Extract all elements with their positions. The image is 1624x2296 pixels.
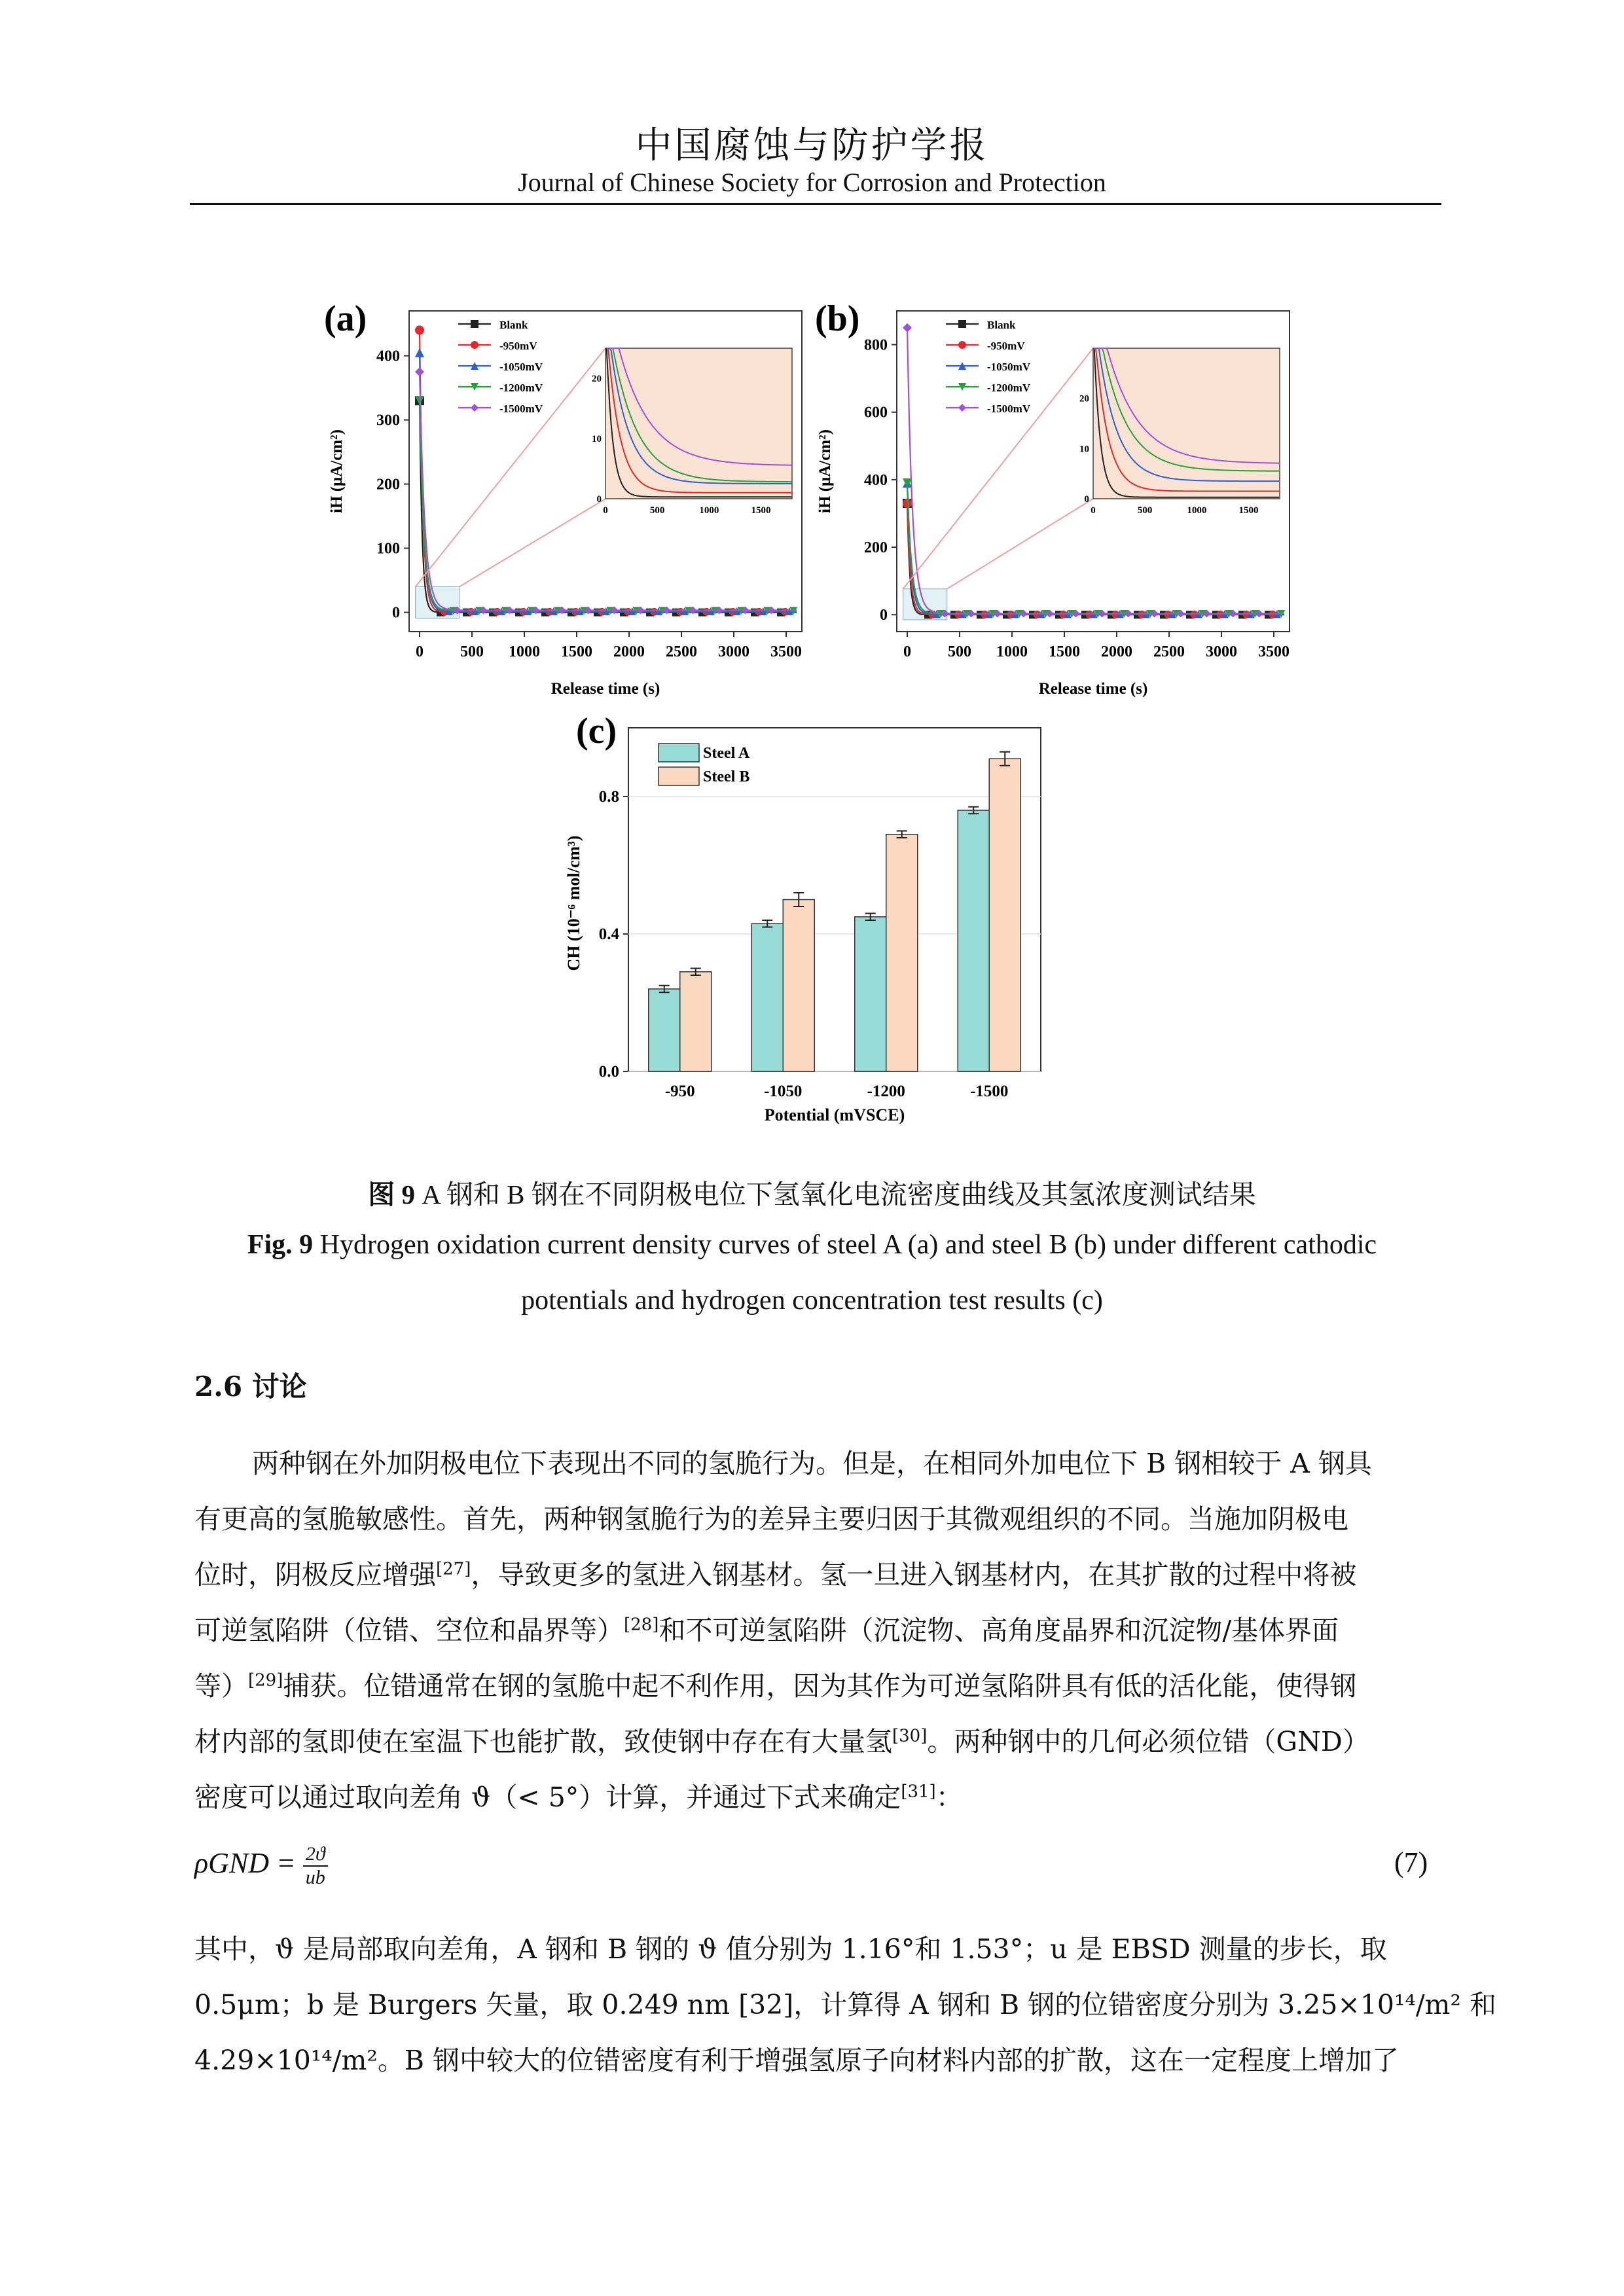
inset-y-tick-label: 0	[596, 494, 602, 505]
legend-marker	[471, 404, 478, 412]
equation-fraction	[303, 1843, 328, 1889]
legend-label: Steel A	[703, 745, 750, 762]
panel-c-label: (c)	[576, 711, 617, 751]
bar	[989, 759, 1020, 1071]
legend-label: -1500mV	[987, 403, 1031, 415]
inset-y-tick-label: 20	[592, 374, 602, 384]
panel-b-ylabel: iH (μA/cm²)	[816, 429, 834, 513]
body-line-4a: 可逆氢陷阱（位错、空位和晶界等）	[194, 1615, 624, 1646]
x-tick-label: 3500	[1258, 643, 1290, 660]
bar	[680, 972, 712, 1071]
panel-b	[815, 298, 1290, 698]
legend-marker	[471, 341, 478, 349]
x-tick-label: 500	[460, 643, 484, 660]
body-line-3a: 位时，阴极反应增强	[194, 1559, 436, 1590]
y-tick-label: 300	[376, 412, 400, 429]
body-line-3b: ，导致更多的氢进入钢基材。氢一旦进入钢基材内，在其扩散的过程中将被	[471, 1559, 1357, 1590]
legend-marker	[471, 320, 478, 328]
y-tick-label: 0.8	[598, 788, 619, 806]
body-line-5b: 捕获。位错通常在钢的氢脆中起不利作用，因为其作为可逆氢陷阱具有低的活化能，使得钢	[283, 1670, 1357, 1702]
y-tick-label: 200	[864, 539, 888, 557]
y-tick-label: 0.4	[598, 925, 619, 943]
legend-label: Blank	[987, 319, 1016, 331]
bar	[855, 917, 886, 1071]
legend-label: -1200mV	[499, 382, 543, 394]
panel-a-xlabel: Release time (s)	[550, 680, 660, 698]
caption-cn-text: A 钢和 B 钢在不同阴极电位下氢氧化电流密度曲线及其氢浓度测试结果	[422, 1179, 1256, 1210]
x-tick-label: 1000	[509, 643, 540, 660]
y-tick-label: 0	[392, 604, 400, 622]
inset-x-tick-label: 1000	[1187, 505, 1207, 516]
body-line-5a: 等）	[194, 1670, 248, 1702]
bar	[783, 900, 814, 1072]
x-tick-label: 2000	[1101, 643, 1132, 660]
panel-a-label: (a)	[324, 298, 367, 339]
legend-label: -950mV	[987, 340, 1025, 352]
equation-lhs: ρGND =	[194, 1847, 296, 1880]
legend-label: Steel B	[703, 768, 750, 785]
legend-label: -1050mV	[499, 361, 543, 373]
series-line	[907, 503, 1284, 615]
legend-label: Blank	[499, 319, 528, 331]
x-tick-label: 2500	[666, 643, 697, 660]
x-tick-label: -950	[664, 1083, 695, 1100]
legend-label: -1200mV	[987, 382, 1031, 394]
body-line-7a: 密度可以通过取向差角 ϑ（< 5°）计算，并通过下式来确定	[194, 1782, 901, 1813]
x-tick-label: 3000	[718, 643, 749, 660]
bar	[751, 924, 783, 1071]
panel-b-label: (b)	[815, 298, 860, 339]
legend-label: -1500mV	[499, 403, 543, 415]
y-tick-label: 0.0	[598, 1063, 619, 1081]
body-line-8: 其中，ϑ 是局部取向差角，A 钢和 B 钢的 ϑ 值分别为 1.16°和 1.53°；u 是 EBSD 测量的步长，取	[194, 1933, 1387, 1965]
inset-frame	[1093, 348, 1280, 499]
body-line-5	[194, 1664, 1432, 1703]
x-tick-label: -1200	[867, 1083, 905, 1100]
legend-label: -950mV	[499, 340, 537, 352]
journal-title-en: Journal of Chinese Society for Corrosion and Protection	[518, 168, 1106, 197]
x-tick-label: 500	[948, 643, 971, 660]
y-tick-label: 400	[376, 348, 400, 365]
x-tick-label: 3500	[770, 643, 802, 660]
citation-31[interactable]: [31]	[901, 1782, 936, 1802]
body-line-7b: ：	[935, 1782, 963, 1813]
body-line-7	[194, 1776, 1432, 1814]
series-peak-marker	[415, 348, 424, 357]
legend-swatch	[659, 767, 699, 785]
series-peak-marker	[415, 367, 424, 376]
figure-caption-en-line2: potentials and hydrogen concentration test results (c)	[521, 1285, 1103, 1316]
body-line-4	[194, 1609, 1432, 1647]
panel-a	[324, 298, 802, 698]
zoom-connector	[947, 499, 1093, 589]
x-tick-label: -1050	[764, 1083, 803, 1100]
inset-x-tick-label: 500	[1137, 505, 1153, 516]
figure-caption-cn	[0, 1173, 1624, 1211]
series-line	[907, 483, 1284, 614]
section-heading: 2.6 讨论	[194, 1371, 307, 1403]
citation-30[interactable]: [30]	[892, 1726, 928, 1746]
y-tick-label: 800	[864, 336, 888, 354]
equation-7	[194, 1843, 328, 1889]
zoom-connector	[460, 499, 605, 586]
body-line-1: 两种钢在外加阴极电位下表现出不同的氢脆行为。但是，在相同外加电位下 B 钢相较于 A 钢具	[252, 1448, 1372, 1479]
bar	[649, 989, 680, 1071]
x-tick-label: 0	[416, 643, 424, 660]
y-tick-label: 100	[376, 540, 400, 558]
citation-29[interactable]: [29]	[248, 1670, 283, 1691]
panel-c-ylabel: CH (10⁻⁶ mol/cm³)	[564, 835, 583, 971]
body-line-6	[194, 1720, 1432, 1759]
equation-numerator: 2ϑ	[303, 1843, 328, 1867]
bar	[886, 834, 918, 1071]
body-line-9: 0.5μm；b 是 Burgers 矢量，取 0.249 nm [32]，计算得 A 钢和 B 钢的位错密度分别为 3.25×10¹⁴/m² 和	[194, 1989, 1497, 2020]
equation-number: (7)	[1394, 1846, 1428, 1878]
body-line-6a: 材内部的氢即使在室温下也能扩散，致使钢中存在有大量氢	[194, 1726, 892, 1757]
x-tick-label: 1500	[561, 643, 592, 660]
series-peak-marker	[415, 325, 424, 334]
x-tick-label: 1500	[1049, 643, 1080, 660]
y-tick-label: 200	[376, 476, 400, 493]
inset-x-tick-label: 1500	[1238, 505, 1259, 516]
x-tick-label: 1000	[996, 643, 1028, 660]
body-line-6b: 。两种钢中的几何必须位错（GND）	[927, 1726, 1369, 1757]
inset-y-tick-label: 10	[1079, 444, 1089, 455]
panel-a-ylabel: iH (μA/cm²)	[328, 429, 346, 513]
series-peak-marker	[903, 323, 912, 332]
series-line	[907, 483, 1284, 614]
equation-denominator: ub	[305, 1867, 325, 1888]
body-line-3	[194, 1553, 1432, 1592]
x-tick-label: 0	[903, 643, 911, 660]
citation-27[interactable]: [27]	[436, 1559, 471, 1579]
legend-label: -1050mV	[987, 361, 1031, 373]
body-line-10: 4.29×10¹⁴/m²。B 钢中较大的位错密度有利于增强氢原子向材料内部的扩散，这在一定程度上增加了	[194, 2045, 1399, 2076]
inset-y-tick-label: 0	[1084, 494, 1089, 505]
inset-y-tick-label: 20	[1079, 393, 1089, 404]
bar	[958, 810, 989, 1071]
body-line-2: 有更高的氢脆敏感性。首先，两种钢氢脆行为的差异主要归因于其微观组织的不同。当施加阴极电	[194, 1503, 1348, 1535]
panel-c	[564, 711, 1041, 1124]
x-tick-label: 2500	[1153, 643, 1185, 660]
legend-marker	[958, 341, 966, 349]
caption-cn-label: 图 9	[368, 1179, 416, 1210]
panel-b-xlabel: Release time (s)	[1038, 680, 1148, 698]
legend-marker	[958, 320, 966, 328]
legend-swatch	[659, 744, 699, 762]
x-tick-label: 3000	[1206, 643, 1237, 660]
inset-x-tick-label: 1500	[751, 505, 771, 516]
x-tick-label: 2000	[613, 643, 645, 660]
caption-en-text-1: Hydrogen oxidation current density curves of steel A (a) and steel B (b) under different cathodic	[319, 1230, 1377, 1260]
panel-c-xlabel: Potential (mVSCE)	[764, 1105, 905, 1124]
inset-y-tick-label: 10	[592, 434, 602, 444]
x-tick-label: -1500	[970, 1083, 1009, 1100]
body-line-4b: 和不可逆氢陷阱（沉淀物、高角度晶界和沉淀物/基体界面	[659, 1615, 1339, 1646]
inset-x-tick-label: 1000	[699, 505, 719, 516]
inset-x-tick-label: 500	[649, 505, 665, 516]
y-tick-label: 0	[880, 607, 888, 624]
inset-x-tick-label: 0	[1091, 505, 1096, 516]
legend-marker	[958, 404, 966, 412]
journal-title-cn: 中国腐蚀与防护学报	[635, 124, 989, 167]
y-tick-label: 600	[864, 404, 888, 422]
y-tick-label: 400	[864, 471, 888, 489]
series-line	[907, 503, 1284, 615]
caption-en-label: Fig. 9	[247, 1230, 314, 1260]
figure-caption-en-line1	[0, 1229, 1624, 1261]
inset-x-tick-label: 0	[603, 505, 608, 516]
citation-28[interactable]: [28]	[624, 1615, 659, 1635]
